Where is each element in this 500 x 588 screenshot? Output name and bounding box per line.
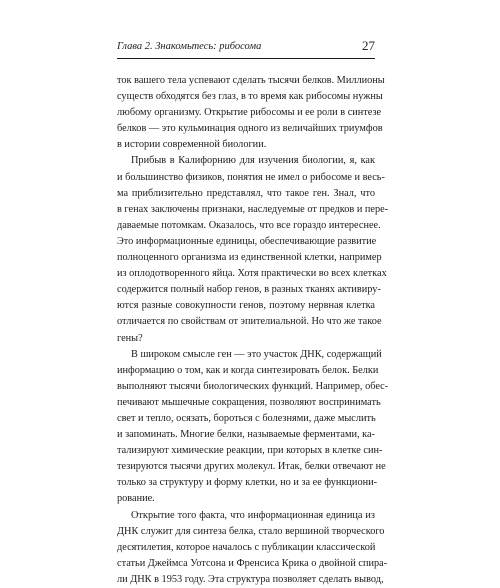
text-line: ма приблизительно представлял, что такое ген. Знал, что [117, 187, 375, 199]
header-rule [117, 58, 375, 59]
text-line: Прибыв в Калифорнию для изучения биологии, я, как [131, 155, 375, 167]
text-line: статьи Джеймса Уотсона и Френсиса Крика о двойной спира- [117, 557, 388, 569]
text-line: полноценного организма из единственной клетки, например [117, 252, 382, 264]
page-number: 27 [362, 38, 375, 53]
running-head [117, 40, 375, 56]
text-line: содержится полный набор генов, в разных тканях активиру- [117, 284, 381, 296]
body-text [117, 73, 389, 588]
text-line: в генах заключены признаки, наследуемые от предков и пере- [117, 203, 389, 215]
text-line: и запоминать. Многие белки, называемые ферментами, ка- [117, 429, 375, 441]
text-line: в истории современной биологии. [117, 139, 267, 151]
chapter-title: Глава 2. Знакомьтесь: рибосома [117, 41, 262, 52]
text-line: В широком смысле ген — это участок ДНК, содержащий [131, 348, 382, 360]
text-line: тезируются тысячи других молекул. Итак, белки отвечают не [117, 461, 386, 473]
text-line: даваемые потомкам. Оказалось, что все гораздо интереснее. [117, 219, 381, 231]
text-line: ДНК служит для синтеза белка, стало вершиной творческого [117, 525, 385, 537]
text-line: рование. [117, 493, 155, 505]
text-line: гены? [117, 332, 143, 344]
text-line: выполняют тысячи биологических функций. Например, обес- [117, 380, 389, 392]
text-line: любому организму. Открытие рибосомы и ее роли в синтезе [117, 107, 382, 119]
text-line: Открытие того факта, что информационная единица из [131, 509, 375, 521]
text-line: информацию о том, как и когда синтезировать белок. Белки [117, 364, 379, 376]
text-line: ток вашего тела успевают сделать тысячи белков. Миллионы [117, 75, 385, 86]
text-line: существ обходятся без глаз, в то время как рибосомы нужны [117, 91, 383, 103]
text-line: белков — это кульминация одного из величайших триумфов [117, 123, 383, 135]
text-line: печивают мышечные сокращения, позволяют воспринимать [117, 396, 381, 408]
text-line: тализируют химические реакции, при которых в клетке син- [117, 445, 383, 457]
text-line: десятилетия, которое началось с публикации классической [117, 541, 376, 553]
text-line: ли ДНК в 1953 году. Эта структура позволяет сделать вывод, [117, 573, 384, 585]
text-line: из оплодотворенного яйца. Хотя практически во всех клетках [117, 268, 387, 280]
text-line: Это информационные единицы, обеспечивающие развитие [117, 235, 377, 247]
text-line: свет и тепло, осязать, бороться с болезнями, даже мыслить [117, 412, 376, 424]
text-line: и большинство физиков, понятия не имел о рибосоме и весь- [117, 171, 385, 183]
text-line: ются разные совокупности генов, поэтому нервная клетка [117, 300, 375, 312]
text-line: только за структуру и форму клетки, но и за ее функциони- [117, 477, 378, 489]
text-line: отличается по свойствам от эпителиальной. Но что же такое [117, 316, 382, 328]
